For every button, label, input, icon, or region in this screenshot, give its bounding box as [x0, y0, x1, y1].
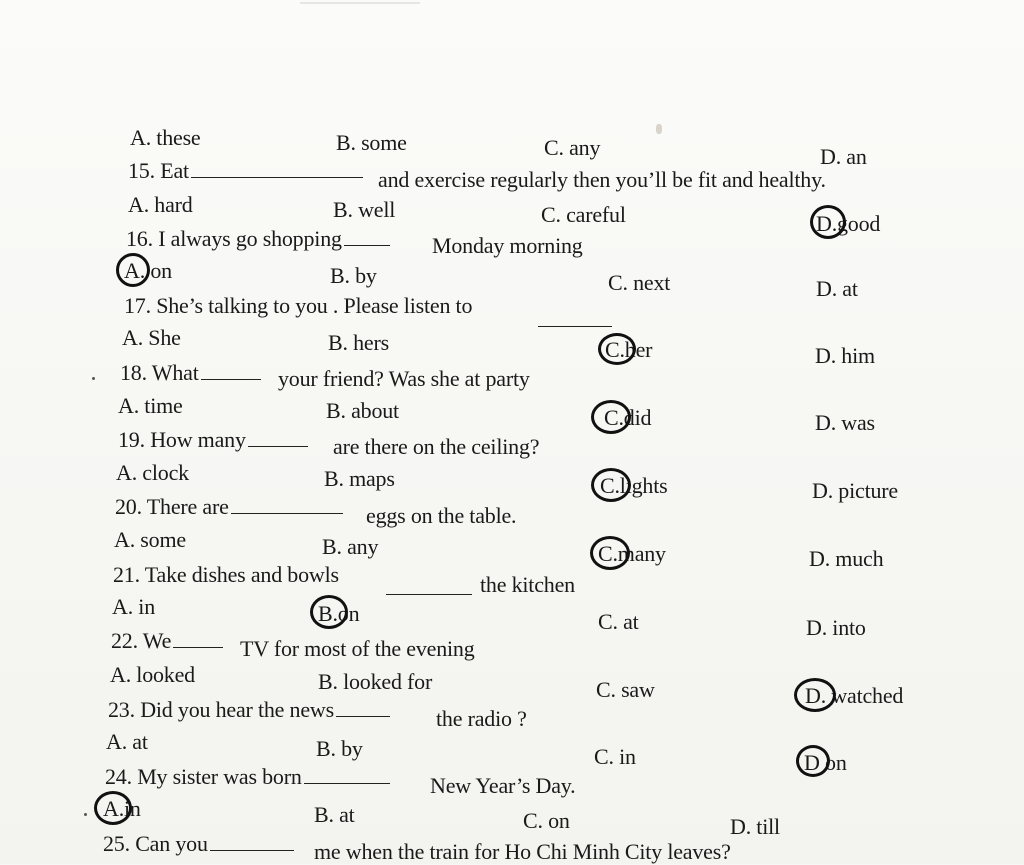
- q15-stem-end: and exercise regularly then you’ll be fit and healthy.: [378, 167, 826, 192]
- q14-option-a: A. these: [130, 125, 201, 150]
- q15-stem: [128, 158, 365, 184]
- q22-option-d-text: watched: [831, 683, 904, 708]
- answer-circle-q23: [796, 745, 830, 777]
- answer-circle-q15: [810, 205, 846, 239]
- q20-stem: [115, 494, 345, 520]
- q21-option-c: C. at: [598, 609, 639, 634]
- q14-option-b: B. some: [336, 130, 407, 155]
- q16-blank: [344, 227, 390, 246]
- q18-stem: [120, 360, 263, 386]
- q23-option-c: C. in: [594, 744, 636, 769]
- q16-option-d: D. at: [816, 276, 858, 301]
- q19-stem: [118, 427, 310, 453]
- answer-circle-q16: [116, 253, 150, 287]
- q14-option-c: C. any: [544, 135, 601, 160]
- q16-option-a-letter: A.: [124, 258, 145, 283]
- q22-stem: [111, 628, 225, 654]
- q16-option-c: C. next: [608, 270, 671, 295]
- q17-option-d: D. him: [815, 343, 875, 368]
- q20-option-c-letter: C.: [598, 541, 618, 566]
- q16-option-a-text: on: [150, 258, 172, 283]
- q20-stem-end: eggs on the table.: [366, 503, 517, 528]
- scan-smudge: [656, 124, 662, 134]
- q24-stem-start: 24. My sister was born: [105, 764, 302, 789]
- q18-option-d: D. was: [815, 410, 875, 435]
- q18-option-c-text: did: [623, 405, 652, 430]
- q17-blank: [538, 308, 612, 327]
- q22-blank: [173, 629, 223, 648]
- q20-blank: [231, 495, 343, 514]
- q18-option-c-letter: C.: [604, 405, 624, 430]
- q24-option-c: C. on: [523, 808, 570, 833]
- answer-circle-q18: [591, 400, 631, 434]
- q23-option-a: A. at: [106, 729, 148, 754]
- q19-blank: [248, 428, 308, 447]
- q19-stem-start: 19. How many: [118, 427, 246, 452]
- q19-option-a: A. clock: [116, 460, 189, 485]
- scan-mark: [300, 2, 420, 4]
- q15-option-b: B. well: [333, 197, 396, 222]
- q20-stem-start: 20. There are: [115, 494, 229, 519]
- q22-option-b: B. looked for: [318, 669, 433, 694]
- answer-circle-q20: [590, 536, 630, 570]
- q24-stem: [105, 764, 392, 790]
- answer-circle-q19: [591, 468, 631, 502]
- answer-circle-q17: [598, 333, 636, 365]
- q24-stem-end: New Year’s Day.: [430, 773, 576, 798]
- q14-option-d: D. an: [820, 144, 867, 169]
- q25-stem: [103, 831, 296, 857]
- q19-option-d: D. picture: [812, 478, 898, 503]
- q19-option-c-letter: C.: [600, 473, 620, 498]
- q18-option-b: B. about: [326, 398, 399, 423]
- q21-option-b-text: on: [337, 601, 360, 626]
- q22-option-d-letter: D.: [805, 683, 826, 708]
- answer-circle-q22: [794, 678, 836, 712]
- q19-stem-end: are there on the ceiling?: [333, 434, 540, 459]
- q25-stem-end: me when the train for Ho Chi Minh City leaves?: [314, 839, 731, 864]
- q24-blank: [304, 765, 390, 784]
- q20-option-c-text: many: [617, 541, 666, 566]
- q18-option-a: A. time: [118, 393, 183, 418]
- q15-blank: [191, 159, 363, 178]
- q20-option-a: A. some: [114, 527, 186, 552]
- q22-option-a: A. looked: [110, 662, 195, 687]
- q24-option-b: B. at: [314, 802, 355, 827]
- q18-stem-end: your friend? Was she at party: [278, 366, 530, 391]
- q15-option-a: A. hard: [128, 192, 193, 217]
- q24-option-a-letter: A.: [103, 796, 124, 821]
- q21-stem: 21. Take dishes and bowls: [113, 562, 339, 587]
- q23-option-b: B. by: [316, 736, 363, 761]
- q17-option-a: A. She: [122, 325, 181, 350]
- q16-option-b: B. by: [330, 263, 377, 288]
- q15-option-d-text: good: [837, 211, 881, 236]
- q15-option-c: C. careful: [541, 202, 626, 227]
- q16-stem-start: 16. I always go shopping: [126, 226, 342, 251]
- q25-blank: [210, 832, 294, 851]
- q18-stem-start: 18. What: [120, 360, 199, 385]
- q15-stem-start: 15. Eat: [128, 158, 189, 183]
- answer-circle-q24: [94, 791, 132, 825]
- q23-blank: [336, 698, 390, 717]
- q16-stem: [126, 226, 392, 252]
- scan-dot: [92, 377, 95, 380]
- q17-option-c-text: her: [624, 337, 653, 362]
- q22-stem-start: 22. We: [111, 628, 172, 653]
- q18-blank: [201, 361, 261, 380]
- q23-stem-end: the radio ?: [436, 706, 527, 731]
- q21-option-d: D. into: [806, 615, 866, 640]
- q20-option-b: B. any: [322, 534, 379, 559]
- q21-option-a: A. in: [112, 594, 156, 619]
- q17-option-b: B. hers: [328, 330, 389, 355]
- q22-option-c: C. saw: [596, 677, 655, 702]
- answer-circle-q21: [310, 595, 348, 629]
- q15-option-d-letter: D.: [816, 211, 837, 236]
- q19-option-b: B. maps: [324, 466, 395, 491]
- scan-dot: [84, 813, 87, 816]
- q19-option-c-text: lights: [619, 473, 668, 498]
- q23-stem: [108, 697, 392, 723]
- q21-blank: [386, 576, 472, 595]
- q24-option-a-text: in: [124, 796, 141, 821]
- q17-option-c-letter: C.: [605, 337, 625, 362]
- q24-option-d: D. till: [730, 814, 780, 839]
- q23-option-d-letter: D: [804, 750, 820, 775]
- q21-option-b-letter: B.: [318, 601, 338, 626]
- q23-option-d-text: on: [825, 750, 847, 775]
- q17-stem: 17. She’s talking to you . Please listen to: [124, 293, 473, 318]
- q21-stem-end: the kitchen: [480, 572, 575, 597]
- q16-stem-end: Monday morning: [432, 233, 583, 258]
- q25-stem-start: 25. Can you: [103, 831, 208, 856]
- q22-stem-end: TV for most of the evening: [240, 636, 475, 661]
- q23-stem-start: 23. Did you hear the news: [108, 697, 334, 722]
- q20-option-d: D. much: [809, 546, 884, 571]
